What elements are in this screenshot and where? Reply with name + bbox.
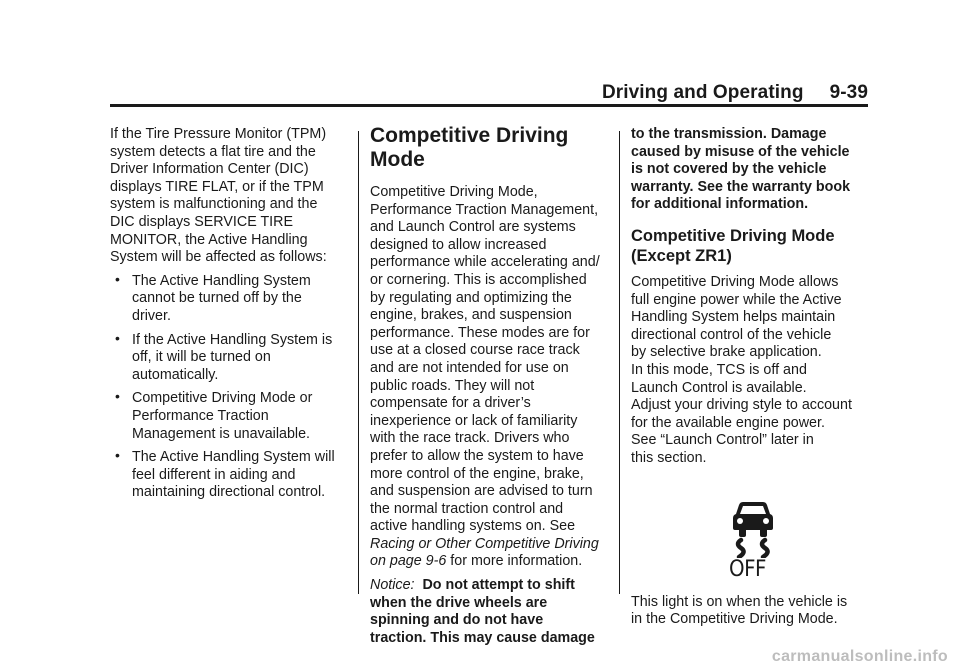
traction-off-indicator <box>731 500 775 588</box>
column-3 <box>631 126 871 629</box>
icon-caption: This light is on when the vehicle is in the Competitive Driving Mode. <box>631 593 848 628</box>
notice-continuation: to the transmission. Damage caused by misuse of the vehicle is not covered by the vehicle warranty. See the warranty book for additional information. <box>631 126 851 213</box>
bullet-icon: • <box>115 270 120 287</box>
bullet-icon: • <box>115 447 120 464</box>
list-item: • The Active Handling System will feel different in aiding and maintaining directional control. <box>115 447 335 501</box>
column-2 <box>370 126 608 647</box>
column-divider-1 <box>358 131 359 594</box>
skidding-car-icon <box>731 500 775 558</box>
subsection-heading: Competitive Driving Mode (Except ZR1) <box>631 226 835 265</box>
header-rule <box>110 104 868 107</box>
page-number: 9-39 <box>829 82 868 103</box>
body-paragraph: Competitive Driving Mode, Performance Traction Management, and Launch Control are systems designed to allow increased performance while accelerating and/ or cornering. This is accomplished by regulating and optimizing the engine, brakes, and suspension performance. These modes are for use at a closed course race track and are not intended for use on public roads. They will not compensate for a driver’s inexperience or lack of familiarity with the race track. Drivers who prefer to allow the system to have more control of the engine, brake, and suspension are advised to turn the normal traction control and active handling systems on. See Racing or Other Competitive Driving on page 9-6 for more information. <box>370 184 600 570</box>
list-item: • If the Active Handling System is off, it will be turned on automatically. <box>115 329 333 383</box>
cross-reference-link[interactable]: Racing or Other Competitive Driving on page 9-6 <box>370 535 599 570</box>
off-label: OFF <box>729 556 766 582</box>
bullet-list <box>110 270 348 502</box>
notice-paragraph: Notice: Do not attempt to shift when the drive wheels are spinning and do not have traction. This may cause damage <box>370 577 595 646</box>
bullet-icon: • <box>115 329 120 346</box>
intro-paragraph: If the Tire Pressure Monitor (TPM) system detects a flat tire and the Driver Information Center (DIC) displays TIRE FLAT, or if the TPM system is malfunctioning and the DIC displays SERVICE TIRE MONITOR, the Active Handling System will be affected as follows: <box>110 126 327 266</box>
list-item: • Competitive Driving Mode or Performance Traction Management is unavailable. <box>115 388 313 442</box>
section-title: Driving and Operating <box>601 82 804 103</box>
page-header <box>602 82 868 104</box>
column-divider-2 <box>619 131 620 594</box>
body-paragraph: Competitive Driving Mode allows full engine power while the Active Handling System helps maintain directional control of the vehicle by selective brake application. In this mode, TCS is off and Launch Control is available. Adjust your driving style to account for the available engine power. See “Launch Control” later in this section. <box>631 273 852 466</box>
watermark: carmanualsonline.info <box>771 648 948 665</box>
notice-label: Notice: <box>370 577 415 594</box>
bullet-icon: • <box>115 388 120 405</box>
list-item: • The Active Handling System cannot be turned off by the driver. <box>115 270 311 324</box>
column-1 <box>110 126 348 508</box>
section-heading: Competitive Driving Mode <box>370 124 569 171</box>
